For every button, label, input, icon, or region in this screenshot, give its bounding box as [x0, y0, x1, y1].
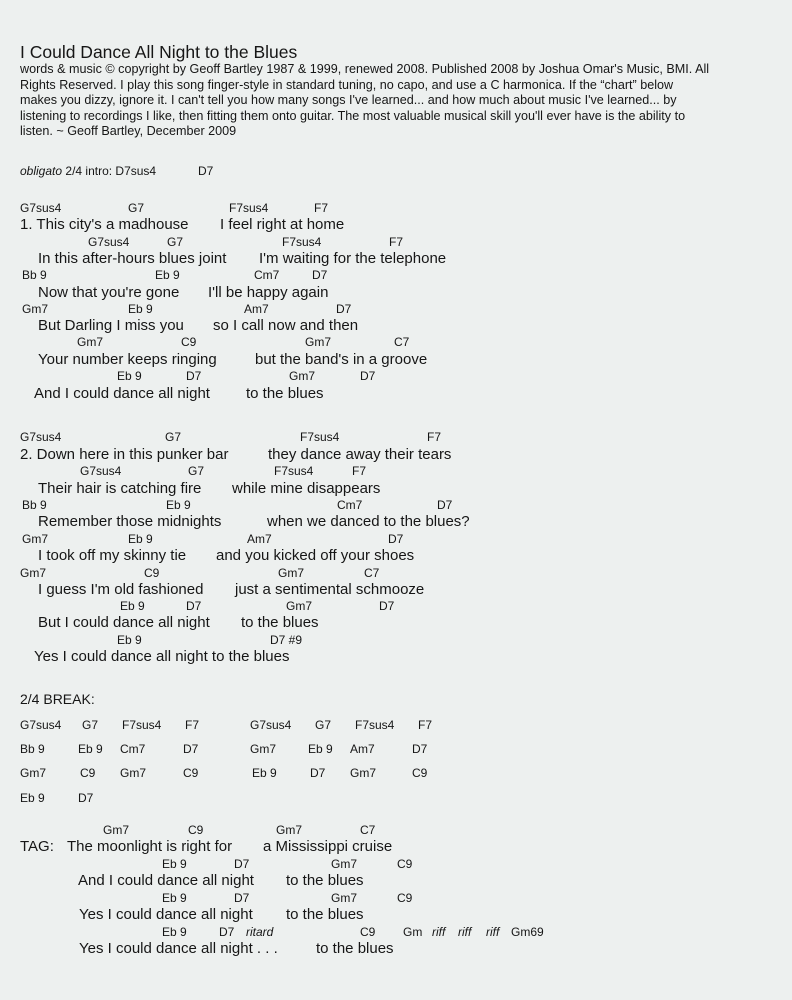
chord-symbol: Gm7: [250, 742, 277, 756]
lyric-phrase: and you kicked off your shoes: [216, 547, 415, 564]
chord-symbol: C7: [394, 335, 410, 349]
chord-symbol: Eb 9: [117, 633, 142, 647]
lyric-phrase: 1. This city's a madhouse: [20, 216, 189, 233]
intro-line: [20, 164, 156, 178]
chord-symbol: Gm7: [331, 891, 358, 905]
copyright-line: listen. ~ Geoff Bartley, December 2009: [20, 124, 237, 139]
lyric-phrase: I'm waiting for the telephone: [259, 250, 447, 267]
chord-symbol: D7: [412, 742, 428, 756]
lyric-phrase: Yes I could dance all night to the blues: [34, 648, 290, 665]
chord-symbol: D7: [186, 369, 202, 383]
chord-symbol: D7: [183, 742, 199, 756]
chord-symbol: F7: [352, 464, 367, 478]
chord-symbol: Gm7: [276, 823, 303, 837]
chord-symbol: Gm7: [20, 566, 47, 580]
lyric-phrase: The moonlight is right for: [67, 838, 233, 855]
chord-symbol: Bb 9: [22, 498, 47, 512]
chord-symbol: C9: [188, 823, 204, 837]
copyright-line: listening to recordings I like, then fitting them onto guitar. The most valuable musical skill you'll ever have is the ability to: [20, 108, 686, 123]
chord-symbol: Gm7: [103, 823, 130, 837]
chord-symbol: F7: [314, 201, 329, 215]
lyric-phrase: But I could dance all night: [38, 614, 210, 631]
intro-chord: D7: [198, 164, 214, 178]
chord-symbol: D7: [336, 302, 352, 316]
chord-symbol: F7sus4: [282, 235, 322, 249]
chord-symbol: G7: [82, 718, 99, 732]
chord-symbol: Eb 9: [128, 302, 153, 316]
chord-symbol: Eb 9: [20, 791, 45, 805]
chord-symbol: G7: [128, 201, 145, 215]
intro-text: 2/4 intro: D7sus4: [65, 164, 157, 178]
chord-symbol: F7sus4: [355, 718, 395, 732]
chord-symbol: Gm7: [77, 335, 104, 349]
chord-symbol: Eb 9: [308, 742, 333, 756]
chord-symbol: Gm7: [331, 857, 358, 871]
chord-symbol: Gm7: [22, 532, 49, 546]
chord-symbol: C9: [360, 925, 376, 939]
copyright-line: makes you dizzy, ignore it. I can't tell you how many songs I've learned... and how much about music I've learned... by: [20, 93, 677, 108]
lyric-phrase: I feel right at home: [220, 216, 345, 233]
chord-symbol: Am7: [244, 302, 269, 316]
chord-symbol: Gm7: [120, 766, 147, 780]
chord-symbol: Eb 9: [252, 766, 277, 780]
section-heading: 2/4 BREAK:: [20, 691, 95, 707]
chord-symbol: D7 #9: [270, 633, 303, 647]
lyric-phrase: to the blues: [286, 872, 364, 889]
chord-symbol: riff: [432, 925, 446, 939]
chord-symbol: C9: [412, 766, 428, 780]
lyric-phrase: TAG:: [20, 838, 54, 855]
chord-symbol: D7: [312, 268, 328, 282]
chord-symbol: F7sus4: [300, 430, 340, 444]
chord-symbol: D7: [310, 766, 326, 780]
lyric-phrase: just a sentimental schmooze: [235, 581, 425, 598]
chord-symbol: Cm7: [337, 498, 363, 512]
chord-symbol: C9: [80, 766, 96, 780]
lyric-phrase: Now that you're gone: [38, 284, 180, 301]
chord-symbol: G7sus4: [250, 718, 292, 732]
chord-symbol: F7: [427, 430, 442, 444]
chord-symbol: Gm7: [350, 766, 377, 780]
chord-symbol: D7: [219, 925, 235, 939]
chord-symbol: D7: [388, 532, 404, 546]
lyric-phrase: to the blues: [241, 614, 319, 631]
chord-symbol: Cm7: [120, 742, 146, 756]
chord-symbol: Am7: [247, 532, 272, 546]
chord-symbol: G7: [167, 235, 184, 249]
lyric-phrase: to the blues: [246, 385, 324, 402]
chord-symbol: G7: [188, 464, 205, 478]
lyric-phrase: Your number keeps ringing: [38, 351, 217, 368]
chord-symbol: C9: [144, 566, 160, 580]
chord-symbol: C9: [397, 857, 413, 871]
chord-symbol: C9: [183, 766, 199, 780]
chord-symbol: G7: [165, 430, 182, 444]
chord-symbol: Eb 9: [117, 369, 142, 383]
lyric-phrase: so I call now and then: [213, 317, 359, 334]
copyright-line: Rights Reserved. I play this song finger-style in standard tuning, no capo, and use a C harmonica. If the “chart” below: [20, 77, 674, 92]
chord-symbol: Eb 9: [78, 742, 103, 756]
lyric-phrase: I took off my skinny tie: [38, 547, 187, 564]
chord-symbol: riff: [458, 925, 472, 939]
chord-symbol: Gm: [403, 925, 423, 939]
chord-symbol: Gm7: [20, 766, 47, 780]
chord-symbol: Gm69: [511, 925, 544, 939]
chord-symbol: Cm7: [254, 268, 280, 282]
chord-symbol: Eb 9: [162, 857, 187, 871]
chord-symbol: D7: [437, 498, 453, 512]
lyric-phrase: but the band's in a groove: [255, 351, 428, 368]
chord-symbol: riff: [486, 925, 500, 939]
lyric-phrase: And I could dance all night: [34, 385, 210, 402]
chord-symbol: F7sus4: [274, 464, 314, 478]
chord-symbol: Eb 9: [155, 268, 180, 282]
chord-symbol: G7sus4: [20, 201, 62, 215]
chord-symbol: Gm7: [278, 566, 305, 580]
chord-symbol: F7: [389, 235, 404, 249]
chord-symbol: Eb 9: [162, 925, 187, 939]
chord-symbol: G7sus4: [20, 430, 62, 444]
chord-symbol: D7: [360, 369, 376, 383]
chord-symbol: C9: [397, 891, 413, 905]
chord-symbol: Am7: [350, 742, 375, 756]
chord-symbol: D7: [186, 599, 202, 613]
chord-symbol: Bb 9: [22, 268, 47, 282]
lyric-phrase: And I could dance all night: [78, 872, 254, 889]
copyright-line: words & music © copyright by Geoff Bartley 1987 & 1999, renewed 2008. Published 2008 by Joshua Omar's Music, BMI. All: [20, 62, 710, 76]
lyric-phrase: Yes I could dance all night . . .: [79, 940, 278, 957]
lyric-phrase: In this after-hours blues joint: [38, 250, 227, 267]
chord-symbol: Eb 9: [120, 599, 145, 613]
lyric-phrase: while mine disappears: [232, 480, 381, 497]
chord-symbol: C9: [181, 335, 197, 349]
chord-symbol: G7sus4: [80, 464, 122, 478]
chord-symbol: Gm7: [286, 599, 313, 613]
chord-symbol: D7: [379, 599, 395, 613]
chord-symbol: G7: [315, 718, 332, 732]
chord-symbol: Bb 9: [20, 742, 45, 756]
lyric-phrase: Remember those midnights: [38, 513, 222, 530]
lyric-phrase: I guess I'm old fashioned: [38, 581, 204, 598]
chord-symbol: Eb 9: [162, 891, 187, 905]
chord-symbol: F7: [185, 718, 200, 732]
lyric-phrase: they dance away their tears: [268, 446, 452, 463]
lyric-phrase: a Mississippi cruise: [263, 838, 393, 855]
chord-symbol: F7sus4: [122, 718, 162, 732]
chord-symbol: D7: [78, 791, 94, 805]
chord-symbol: F7sus4: [229, 201, 269, 215]
chord-symbol: F7: [418, 718, 433, 732]
chord-symbol: Gm7: [305, 335, 332, 349]
lyric-phrase: to the blues: [316, 940, 394, 957]
song-title: I Could Dance All Night to the Blues: [20, 42, 298, 62]
chord-symbol: Gm7: [22, 302, 49, 316]
chord-symbol: C7: [360, 823, 376, 837]
chord-symbol: Eb 9: [166, 498, 191, 512]
obligato-label: obligato: [20, 164, 63, 178]
lyric-phrase: 2. Down here in this punker bar: [20, 446, 229, 463]
lyric-phrase: Yes I could dance all night: [79, 906, 253, 923]
lyric-phrase: to the blues: [286, 906, 364, 923]
chord-symbol: D7: [234, 891, 250, 905]
lyric-phrase: But Darling I miss you: [38, 317, 184, 334]
chord-symbol: G7sus4: [88, 235, 130, 249]
chord-symbol: C7: [364, 566, 380, 580]
chord-symbol: Gm7: [289, 369, 316, 383]
lyric-phrase: Their hair is catching fire: [38, 480, 202, 497]
chord-symbol: D7: [234, 857, 250, 871]
chord-symbol: Eb 9: [128, 532, 153, 546]
chord-symbol: G7sus4: [20, 718, 62, 732]
lyric-phrase: when we danced to the blues?: [267, 513, 470, 530]
chord-symbol: ritard: [246, 925, 274, 939]
lyric-phrase: I'll be happy again: [208, 284, 329, 301]
